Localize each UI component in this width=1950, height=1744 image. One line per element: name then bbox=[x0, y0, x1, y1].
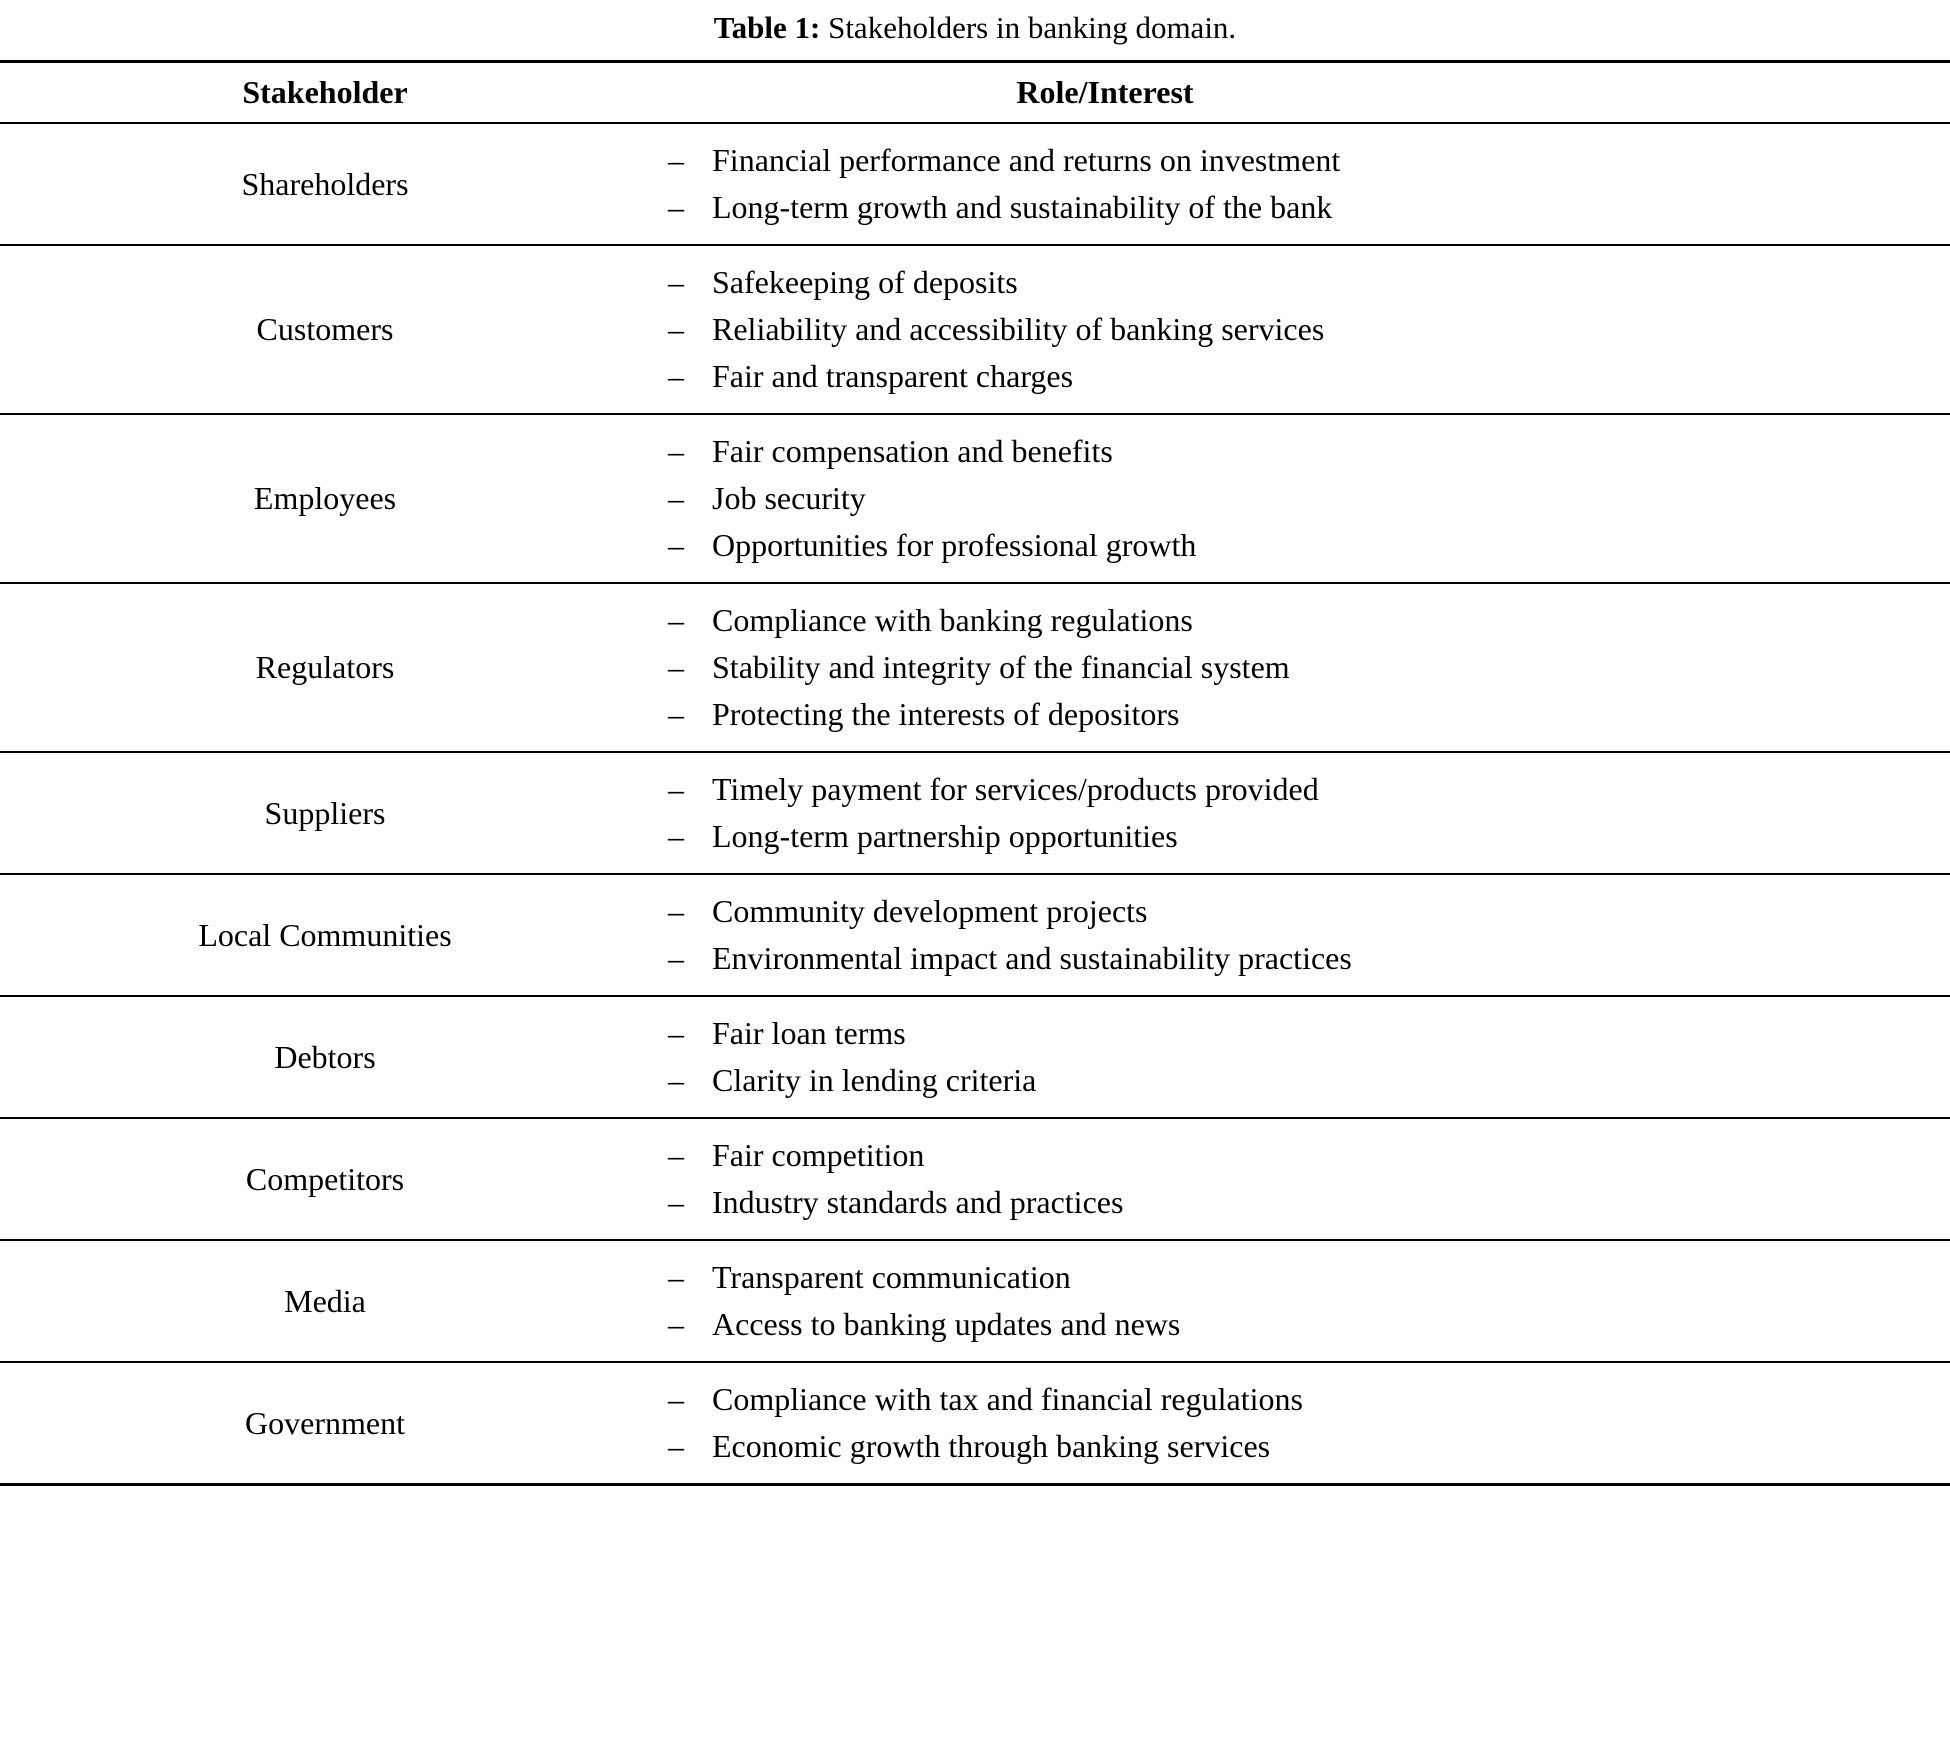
role-item bbox=[650, 1254, 1950, 1301]
role-item bbox=[650, 353, 1950, 400]
table-row bbox=[0, 1363, 1950, 1483]
table-row bbox=[0, 584, 1950, 753]
stakeholder-name: Government bbox=[245, 1404, 405, 1441]
role-item bbox=[650, 766, 1950, 813]
stakeholder-name: Customers bbox=[256, 311, 394, 347]
table-row bbox=[0, 1119, 1950, 1241]
table-row bbox=[0, 1241, 1950, 1363]
stakeholder-name: Regulators bbox=[255, 649, 395, 685]
role-list bbox=[650, 888, 1950, 982]
dash-bullet: – bbox=[668, 649, 684, 685]
table-row bbox=[0, 124, 1950, 246]
role-item bbox=[650, 1132, 1950, 1179]
stakeholder-name: Suppliers bbox=[264, 794, 386, 831]
role-item-text: Opportunities for professional growth bbox=[712, 527, 1197, 563]
role-list bbox=[650, 259, 1950, 400]
dash-bullet: – bbox=[668, 602, 684, 638]
role-item-text: Access to banking updates and news bbox=[712, 1306, 1181, 1342]
dash-bullet: – bbox=[668, 433, 684, 469]
stakeholder-name: Debtors bbox=[274, 1038, 376, 1075]
role-item-text: Timely payment for services/products provided bbox=[712, 771, 1319, 807]
role-item-text: Fair competition bbox=[712, 1137, 925, 1173]
role-item bbox=[650, 1301, 1950, 1348]
role-item-text: Economic growth through banking services bbox=[712, 1428, 1271, 1464]
dash-bullet: – bbox=[668, 1306, 684, 1342]
role-item-text: Compliance with banking regulations bbox=[712, 602, 1193, 638]
role-item-text: Transparent communication bbox=[712, 1259, 1071, 1295]
dash-bullet: – bbox=[668, 1137, 684, 1173]
role-item-text: Reliability and accessibility of banking services bbox=[712, 311, 1325, 347]
role-item-text: Protecting the interests of depositors bbox=[712, 696, 1180, 732]
role-item-text: Long-term partnership opportunities bbox=[712, 818, 1178, 854]
table-row bbox=[0, 997, 1950, 1119]
role-item-text: Environmental impact and sustainability practices bbox=[712, 940, 1352, 976]
dash-bullet: – bbox=[668, 264, 684, 300]
role-item-text: Industry standards and practices bbox=[712, 1184, 1124, 1220]
dash-bullet: – bbox=[668, 696, 684, 732]
role-item bbox=[650, 1057, 1950, 1104]
role-item-text: Fair loan terms bbox=[712, 1015, 906, 1051]
stakeholders-table bbox=[0, 60, 1950, 1486]
dash-bullet: – bbox=[668, 1015, 684, 1051]
dash-bullet: – bbox=[668, 480, 684, 516]
role-item-text: Fair and transparent charges bbox=[712, 358, 1074, 394]
role-item-text: Community development projects bbox=[712, 893, 1148, 929]
table-header-row bbox=[0, 63, 1950, 124]
header-role-interest: Role/Interest bbox=[1016, 74, 1194, 110]
role-item bbox=[650, 306, 1950, 353]
role-item bbox=[650, 1010, 1950, 1057]
table-row bbox=[0, 246, 1950, 415]
stakeholder-name: Employees bbox=[253, 480, 397, 516]
role-item bbox=[650, 691, 1950, 738]
dash-bullet: – bbox=[668, 189, 684, 225]
dash-bullet: – bbox=[668, 1381, 684, 1417]
dash-bullet: – bbox=[668, 940, 684, 976]
role-item bbox=[650, 597, 1950, 644]
role-item bbox=[650, 644, 1950, 691]
role-item-text: Stability and integrity of the financial system bbox=[712, 649, 1290, 685]
role-item bbox=[650, 935, 1950, 982]
stakeholder-name: Shareholders bbox=[241, 165, 409, 202]
dash-bullet: – bbox=[668, 142, 684, 178]
dash-bullet: – bbox=[668, 893, 684, 929]
role-item bbox=[650, 1179, 1950, 1226]
role-list bbox=[650, 1010, 1950, 1104]
stakeholder-name: Media bbox=[284, 1282, 366, 1319]
dash-bullet: – bbox=[668, 311, 684, 347]
stakeholder-name: Local Communities bbox=[198, 916, 452, 953]
role-item bbox=[650, 475, 1950, 522]
role-item bbox=[650, 1376, 1950, 1423]
stakeholder-name: Competitors bbox=[245, 1160, 405, 1197]
role-item bbox=[650, 137, 1950, 184]
dash-bullet: – bbox=[668, 1062, 684, 1098]
dash-bullet: – bbox=[668, 771, 684, 807]
role-item-text: Safekeeping of deposits bbox=[712, 264, 1018, 300]
role-list bbox=[650, 766, 1950, 860]
role-list bbox=[650, 137, 1950, 231]
role-item-text: Clarity in lending criteria bbox=[712, 1062, 1037, 1098]
role-list bbox=[650, 428, 1950, 569]
role-item bbox=[650, 259, 1950, 306]
role-item-text: Long-term growth and sustainability of the bank bbox=[712, 189, 1333, 225]
role-list bbox=[650, 1254, 1950, 1348]
role-item-text: Fair compensation and benefits bbox=[712, 433, 1113, 469]
role-item bbox=[650, 888, 1950, 935]
role-item-text: Financial performance and returns on investment bbox=[712, 142, 1341, 178]
table-row bbox=[0, 875, 1950, 997]
role-list bbox=[650, 1376, 1950, 1470]
role-item bbox=[650, 184, 1950, 231]
role-item-text: Job security bbox=[712, 480, 866, 516]
header-stakeholder: Stakeholder bbox=[242, 74, 408, 110]
dash-bullet: – bbox=[668, 527, 684, 563]
role-item bbox=[650, 428, 1950, 475]
dash-bullet: – bbox=[668, 358, 684, 394]
caption-label: Table 1: bbox=[713, 10, 821, 45]
role-item bbox=[650, 813, 1950, 860]
role-item-text: Compliance with tax and financial regulations bbox=[712, 1381, 1303, 1417]
table-row bbox=[0, 753, 1950, 875]
dash-bullet: – bbox=[668, 1428, 684, 1464]
role-item bbox=[650, 522, 1950, 569]
table-row bbox=[0, 415, 1950, 584]
dash-bullet: – bbox=[668, 1184, 684, 1220]
dash-bullet: – bbox=[668, 1259, 684, 1295]
dash-bullet: – bbox=[668, 818, 684, 854]
role-list bbox=[650, 1132, 1950, 1226]
caption-text: Stakeholders in banking domain. bbox=[828, 10, 1237, 45]
role-list bbox=[650, 597, 1950, 738]
table-caption bbox=[0, 0, 1950, 60]
role-item bbox=[650, 1423, 1950, 1470]
